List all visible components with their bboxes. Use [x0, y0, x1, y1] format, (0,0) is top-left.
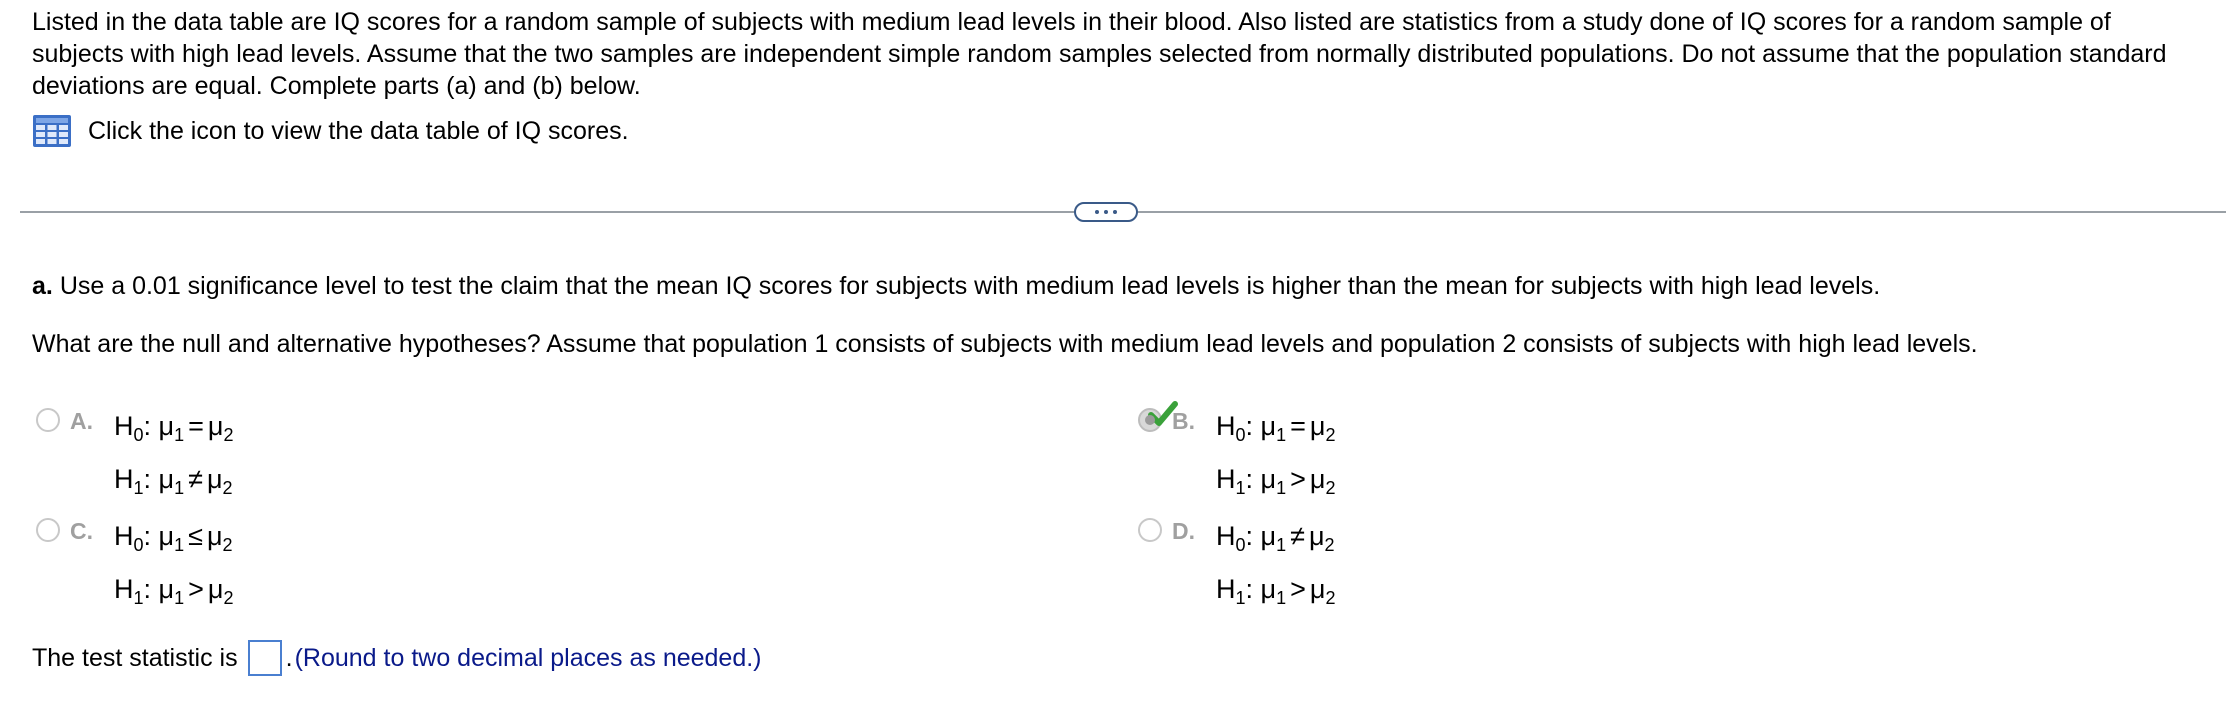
data-table-link-row	[32, 113, 629, 149]
option-letter: D.	[1172, 518, 1195, 544]
option-d[interactable]	[1138, 514, 1335, 620]
alternative-hypothesis: $H_1$: $\mu_1 \ne \mu_2$	[114, 464, 233, 498]
option-a[interactable]	[36, 404, 233, 510]
null-hypothesis: $H_0$: $\mu_1 \ne \mu_2$	[1216, 521, 1335, 555]
rounding-hint: (Round to two decimal places as needed.)	[294, 643, 762, 672]
part-a-question-text: Use a 0.01 significance level to test the claim that the mean IQ scores for subjects with medium lead levels is higher than the mean for subjects with high lead levels.	[59, 272, 1881, 300]
option-b[interactable]	[1138, 404, 1335, 510]
option-letter: B.	[1172, 408, 1195, 434]
alternative-hypothesis: $H_1$: $\mu_1 > \mu_2$	[1216, 574, 1336, 608]
option-a-hypotheses	[114, 404, 233, 510]
option-b-radio[interactable]	[1138, 408, 1162, 432]
data-table-link-text: Click the icon to view the data table of IQ scores.	[88, 116, 629, 145]
null-hypothesis: $H_0$: $\mu_1 = \mu_2$	[1216, 411, 1336, 445]
option-letter: C.	[70, 518, 93, 544]
test-statistic-input[interactable]	[248, 640, 282, 676]
alternative-hypothesis: $H_1$: $\mu_1 > \mu_2$	[114, 574, 234, 608]
test-statistic-row	[32, 640, 762, 676]
problem-intro: Listed in the data table are IQ scores for a random sample of subjects with medium lead levels in their blood. Also listed are statistics from a study done of IQ scores for a random sample of subjects with high lead levels. Assume that the two samples are independent simple random samples selected from normally distributed populations. Do not assume that the population standard deviations are equal. Complete parts (a) and (b) below.	[32, 8, 2167, 100]
more-dots-icon[interactable]	[1074, 202, 1138, 222]
test-statistic-label: The test statistic is	[32, 643, 238, 672]
test-statistic-suffix: .	[285, 643, 293, 672]
option-c[interactable]	[36, 514, 233, 620]
alternative-hypothesis: $H_1$: $\mu_1 > \mu_2$	[1216, 464, 1336, 498]
option-letter: A.	[70, 408, 93, 434]
check-icon	[1148, 400, 1178, 430]
part-a-question	[32, 270, 1880, 302]
option-b-hypotheses	[1216, 404, 1335, 510]
option-d-hypotheses	[1216, 514, 1335, 620]
table-icon[interactable]	[32, 114, 72, 148]
option-c-radio[interactable]	[36, 518, 60, 542]
null-hypothesis: $H_0$: $\mu_1 = \mu_2$	[114, 411, 234, 445]
null-hypothesis: $H_0$: $\mu_1 \le \mu_2$	[114, 521, 233, 555]
option-c-hypotheses	[114, 514, 233, 620]
option-a-radio[interactable]	[36, 408, 60, 432]
part-a-label: a.	[32, 272, 53, 300]
option-d-radio[interactable]	[1138, 518, 1162, 542]
hypotheses-question: What are the null and alternative hypotheses? Assume that population 1 consists of subjects with medium lead levels and population 2 consists of subjects with high lead levels.	[32, 330, 1978, 358]
